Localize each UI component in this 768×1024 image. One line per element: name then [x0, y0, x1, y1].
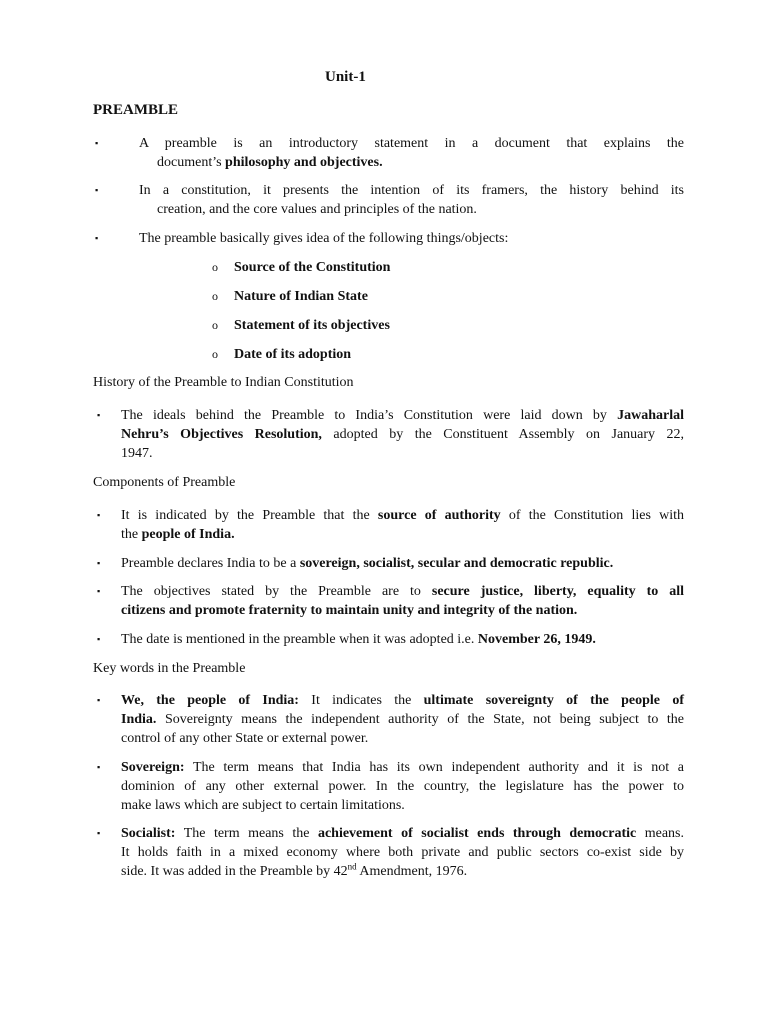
keyword-3-line-1: Socialist: The term means the achievement of socialist ends through democratic means.	[121, 826, 684, 841]
components-heading: Components of Preamble	[93, 475, 236, 490]
bullet-square-icon: ▪	[97, 510, 101, 520]
unit-title: Unit-1	[325, 69, 366, 85]
intro-2-line-2: creation, and the core values and principles of the nation.	[157, 202, 477, 217]
bullet-circle-icon: o	[212, 318, 218, 332]
intro-1-line-1: A preamble is an introductory statement in a document that explains the	[139, 136, 684, 151]
component-4-line-1: The date is mentioned in the preamble when it was adopted i.e. November 26, 1949.	[121, 632, 596, 647]
bullet-circle-icon: o	[212, 347, 218, 361]
bullet-square-icon: ▪	[97, 828, 101, 838]
keyword-2-line-2: dominion of any other external power. In the country, the legislature has the power to	[121, 779, 684, 794]
component-1-line-2: the people of India.	[121, 527, 235, 542]
bullet-square-icon: ▪	[97, 634, 101, 644]
component-2-line-1: Preamble declares India to be a sovereign, socialist, secular and democratic republic.	[121, 556, 614, 571]
object-item: Date of its adoption	[234, 347, 352, 362]
object-item: Statement of its objectives	[234, 318, 390, 333]
keyword-2-line-3: make laws which are subject to certain limitations.	[121, 798, 405, 813]
keywords-heading: Key words in the Preamble	[93, 661, 246, 676]
object-item: Source of the Constitution	[234, 260, 391, 275]
keyword-1-line-1: We, the people of India: It indicates the ultimate sovereignty of the people of	[121, 693, 684, 708]
bullet-circle-icon: o	[212, 289, 218, 303]
component-3-line-2: citizens and promote fraternity to maintain unity and integrity of the nation.	[121, 603, 578, 618]
bullet-square-icon: ▪	[97, 762, 101, 772]
keyword-2-line-1: Sovereign: The term means that India has its own independent authority and it is not a	[121, 760, 684, 775]
bullet-circle-icon: o	[212, 260, 218, 274]
bullet-square-icon: ▪	[97, 558, 101, 568]
keyword-1-line-3: control of any other State or external power.	[121, 731, 369, 746]
object-item: Nature of Indian State	[234, 289, 368, 304]
keyword-1-line-2: India. Sovereignty means the independent authority of the State, not being subject to the	[121, 712, 684, 727]
intro-2-line-1: In a constitution, it presents the intention of its framers, the history behind its	[139, 183, 684, 198]
section-heading-preamble: PREAMBLE	[93, 102, 179, 118]
history-item-line-3: 1947.	[121, 446, 153, 461]
history-heading: History of the Preamble to Indian Constitution	[93, 375, 354, 390]
keyword-3-line-3: side. It was added in the Preamble by 42nd Amendment, 1976.	[121, 861, 468, 879]
history-item-line-1: The ideals behind the Preamble to India’s Constitution were laid down by Jawaharlal	[121, 408, 684, 423]
bullet-square-icon: ▪	[97, 695, 101, 705]
bullet-square-icon: ▪	[97, 586, 101, 596]
intro-3-line-1: The preamble basically gives idea of the following things/objects:	[139, 231, 509, 246]
history-item-line-2: Nehru’s Objectives Resolution, adopted by the Constituent Assembly on January 22,	[121, 427, 685, 442]
bullet-square-icon: ▪	[95, 138, 99, 148]
bullet-square-icon: ▪	[97, 410, 101, 420]
keyword-3-line-2: It holds faith in a mixed economy where both private and public sectors co-exist side by	[121, 845, 684, 860]
component-3-line-1: The objectives stated by the Preamble are to secure justice, liberty, equality to all	[121, 584, 684, 599]
bullet-square-icon: ▪	[95, 233, 99, 243]
intro-1-line-2: document’s philosophy and objectives.	[157, 155, 383, 170]
bullet-square-icon: ▪	[95, 185, 99, 195]
component-1-line-1: It is indicated by the Preamble that the source of authority of the Constitution lies with	[121, 508, 684, 523]
